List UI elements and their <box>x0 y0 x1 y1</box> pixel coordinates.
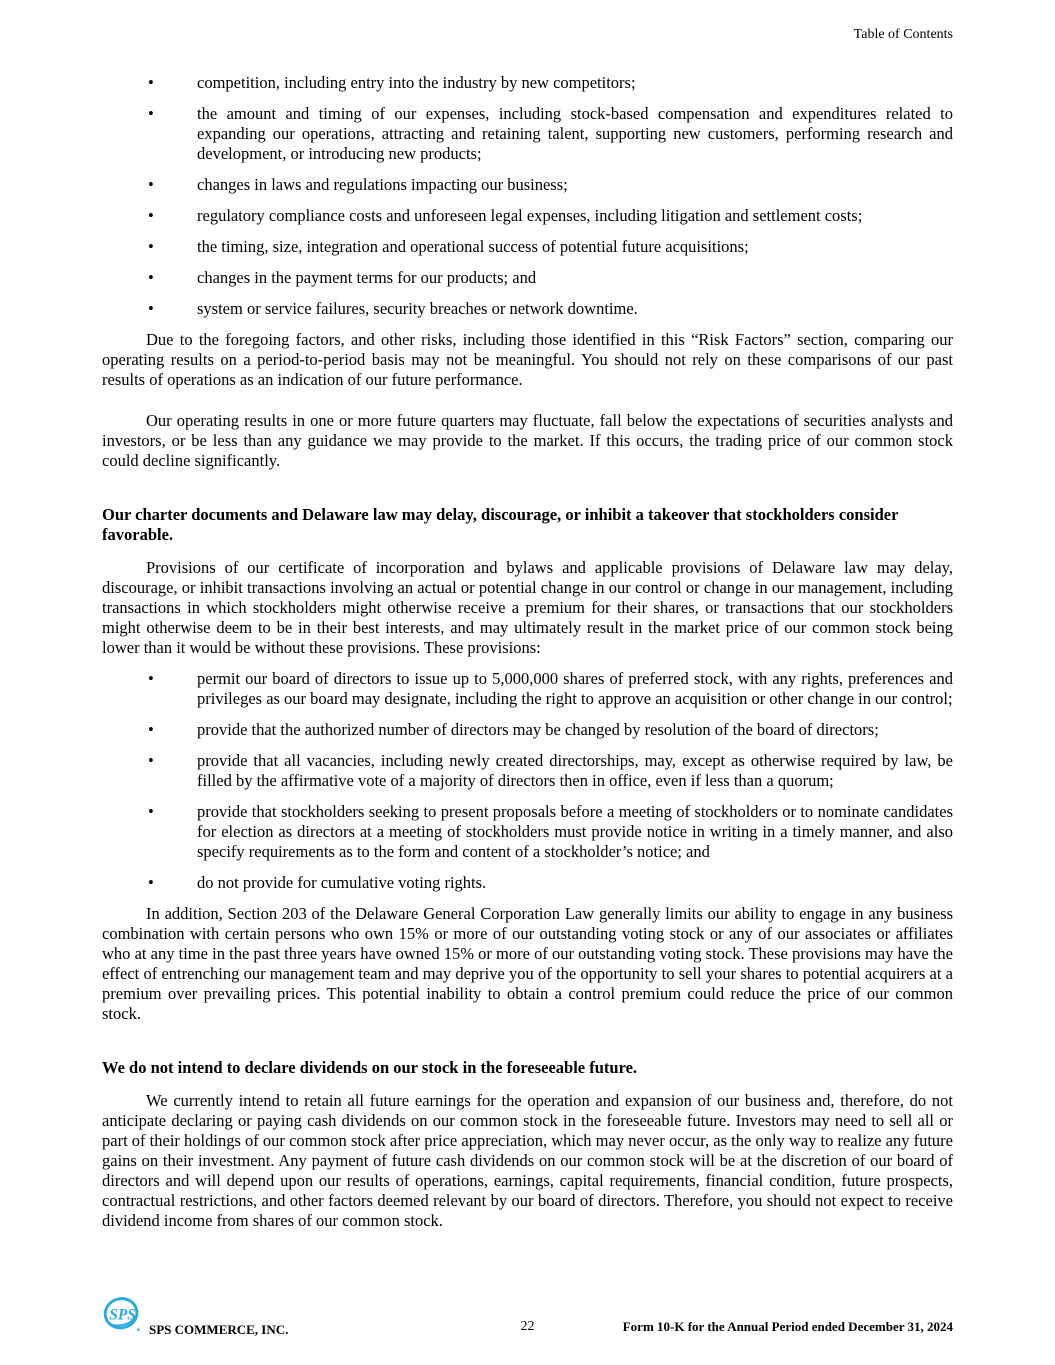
paragraph-section-203: In addition, Section 203 of the Delaware General Corporation Law generally limits our ability to engage in any business combination with certain persons who own 15% or more of our outstanding voting stock or any of our associates or affiliates who at any time in the past three years have owned 15% or more of our outstanding voting stock. These provisions may have the effect of entrenching our management team and may deprive you of the opportunity to sell your shares to potential acquirers at a premium over prevailing prices. This potential inability to obtain a control premium could reduce the price of our common stock. <box>102 904 953 1023</box>
list-item <box>102 268 953 288</box>
list-item <box>102 299 953 319</box>
bullet-icon: • <box>148 237 154 256</box>
paragraph-dividends-body: We currently intend to retain all future earnings for the operation and expansion of our business and, therefore, do not anticipate declaring or paying cash dividends on our common stock in the foreseeable future. Investors may need to sell all or part of their holdings of our common stock after price appreciation, which may never occur, as the only way to realize any future gains on their investment. Any payment of future cash dividends on our common stock will be at the discretion of our board of directors and will depend upon our results of operations, earnings, capital requirements, financial condition, future prospects, contractual restrictions, and other factors deemed relevant by our board of directors. Therefore, you should not expect to receive dividend income from shares of our common stock. <box>102 1091 953 1230</box>
paragraph-provisions-intro: Provisions of our certificate of incorporation and bylaws and applicable provisions of Delaware law may delay, discourage, or inhibit transactions involving an actual or potential change in our control or change in our management, including transactions in which stockholders might otherwise receive a premium for their shares, or transactions that our stockholders might otherwise deem to be in their best interests, and may ultimately result in the market price of our common stock being lower than it would be without these provisions. These provisions: <box>102 558 953 657</box>
list-item <box>102 237 953 257</box>
list-item-text: do not provide for cumulative voting rights. <box>197 873 487 892</box>
list-item <box>102 873 953 893</box>
list-item <box>102 802 953 862</box>
bullet-icon: • <box>148 206 154 225</box>
bullet-icon: • <box>148 175 154 194</box>
list-item <box>102 720 953 740</box>
list-item <box>102 104 953 164</box>
footer-form-info: Form 10-K for the Annual Period ended December 31, 2024 <box>622 1319 953 1334</box>
list-item-text: provide that the authorized number of directors may be changed by resolution of the board of directors; <box>197 720 879 739</box>
list-item-text: provide that stockholders seeking to present proposals before a meeting of stockholders or to nominate candidates for election as directors at a meeting of stockholders must provide notice in writing in a timely manner, and also specify requirements as to the form and content of a stockholder’s notice; and <box>197 802 953 861</box>
bullet-icon: • <box>148 802 154 821</box>
bullet-icon: • <box>148 669 154 688</box>
list-item-text: competition, including entry into the industry by new competitors; <box>197 73 636 92</box>
paragraph-operating-results: Our operating results in one or more future quarters may fluctuate, fall below the expectations of securities analysts and investors, or be less than any guidance we may provide to the market. If this occurs, the trading price of our common stock could decline significantly. <box>102 411 953 470</box>
bullet-icon: • <box>148 268 154 287</box>
list-item-text: provide that all vacancies, including newly created directorships, may, except as otherwise required by law, be filled by the affirmative vote of a majority of directors then in office, even if less than a quorum; <box>197 751 953 790</box>
footer-company-name: SPS COMMERCE, INC. <box>149 1322 289 1337</box>
list-item <box>102 175 953 195</box>
bullet-icon: • <box>148 751 154 770</box>
list-item <box>102 751 953 791</box>
footer-page-number: 22 <box>520 1319 535 1334</box>
list-item-text: changes in the payment terms for our products; and <box>197 268 537 287</box>
section-heading-dividends: We do not intend to declare dividends on our stock in the foreseeable future. <box>102 1058 638 1077</box>
list-item-text: system or service failures, security breaches or network downtime. <box>197 299 638 318</box>
list-item <box>102 206 953 226</box>
logo-text: SPS <box>109 1306 136 1324</box>
list-item <box>102 73 953 93</box>
section-heading-charter: Our charter documents and Delaware law may delay, discourage, or inhibit a takeover that stockholders consider favorable. <box>102 505 899 544</box>
header-row <box>102 26 953 43</box>
page-footer <box>102 1293 953 1345</box>
bullet-icon: • <box>148 299 154 318</box>
list-item-text: the timing, size, integration and operational success of potential future acquisitions; <box>197 237 749 256</box>
list-item-text: the amount and timing of our expenses, including stock-based compensation and expenditures related to expanding our operations, attracting and retaining talent, supporting new customers, performing research and development, or introducing new products; <box>197 104 953 163</box>
list-item-text: permit our board of directors to issue up to 5,000,000 shares of preferred stock, with any rights, preferences and privileges as our board may designate, including the right to approve an acquisition or other change in our control; <box>197 669 953 708</box>
bullet-icon: • <box>148 873 154 892</box>
bullet-icon: • <box>148 73 154 92</box>
table-of-contents-link[interactable]: Table of Contents <box>853 27 953 42</box>
list-item-text: regulatory compliance costs and unforeseen legal expenses, including litigation and settlement costs; <box>197 206 863 225</box>
list-item <box>102 669 953 709</box>
bullet-icon: • <box>148 104 154 123</box>
bullet-icon: • <box>148 720 154 739</box>
list-item-text: changes in laws and regulations impacting our business; <box>197 175 568 194</box>
page-content <box>102 26 953 1242</box>
paragraph-due-to-factors: Due to the foregoing factors, and other risks, including those identified in this “Risk Factors” section, comparing our operating results on a period-to-period basis may not be meaningful. You should not rely on these comparisons of our past results of operations as an indication of our future performance. <box>102 330 953 389</box>
